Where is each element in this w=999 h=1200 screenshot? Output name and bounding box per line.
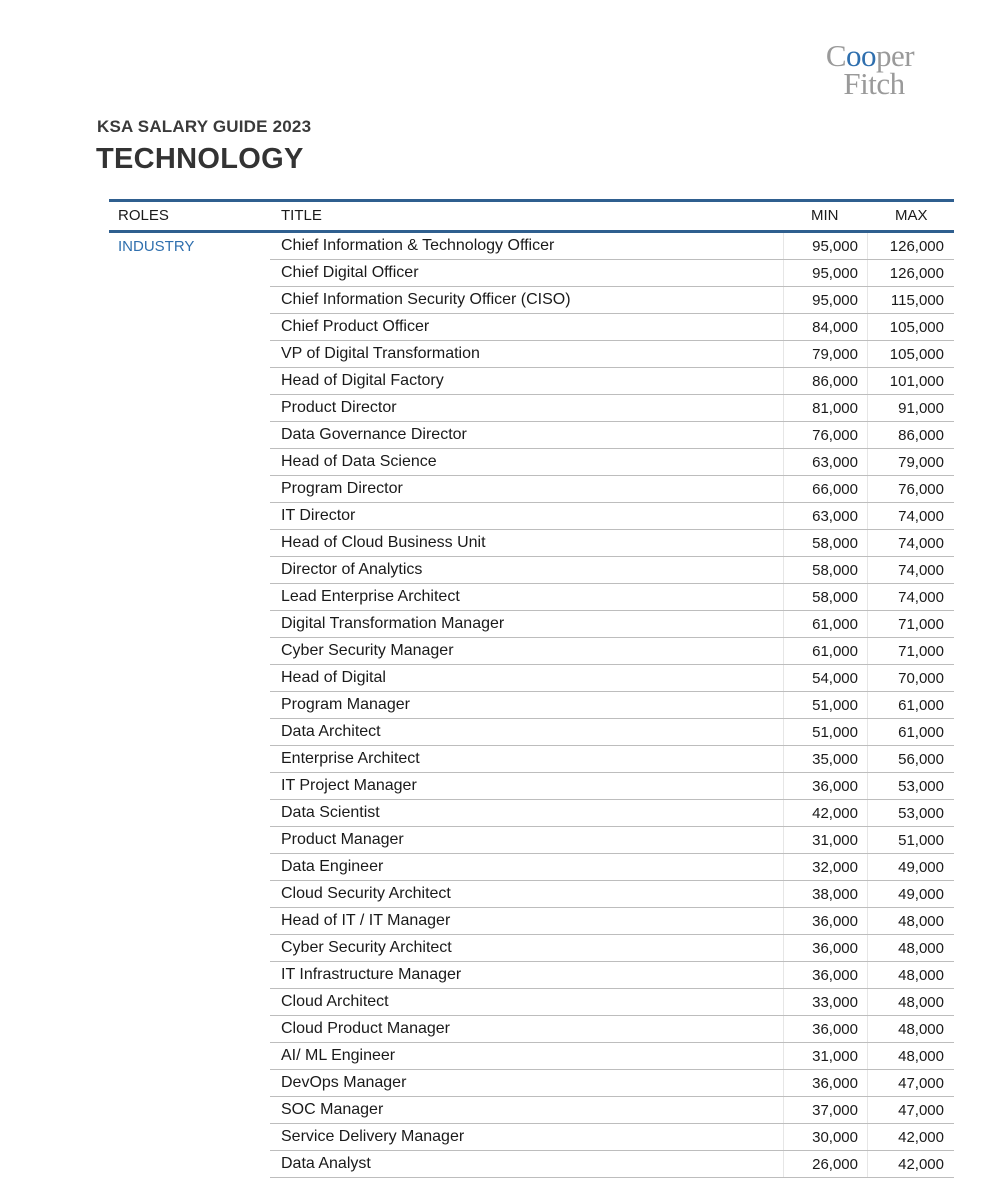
column-header-roles: ROLES (118, 207, 169, 224)
column-divider (867, 1151, 868, 1177)
cell-min-salary: 95,000 (812, 292, 858, 309)
cell-min-salary: 36,000 (812, 967, 858, 984)
column-divider (783, 962, 784, 988)
column-divider (783, 746, 784, 772)
column-divider (783, 260, 784, 286)
table-row (270, 422, 954, 449)
cell-min-salary: 86,000 (812, 373, 858, 390)
column-divider (783, 719, 784, 745)
table-row (270, 1097, 954, 1124)
cell-min-salary: 58,000 (812, 535, 858, 552)
table-row (270, 233, 954, 260)
cell-min-salary: 37,000 (812, 1102, 858, 1119)
cell-min-salary: 42,000 (812, 805, 858, 822)
cell-min-salary: 54,000 (812, 670, 858, 687)
table-row (270, 314, 954, 341)
cell-max-salary: 51,000 (898, 832, 944, 849)
table-row (270, 260, 954, 287)
column-divider (867, 287, 868, 313)
cell-max-salary: 49,000 (898, 886, 944, 903)
column-divider (783, 935, 784, 961)
cell-role-title: AI/ ML Engineer (281, 1047, 396, 1064)
cell-max-salary: 126,000 (889, 265, 944, 282)
cell-role-title: Cyber Security Manager (281, 642, 454, 659)
column-divider (867, 260, 868, 286)
table-row (270, 1070, 954, 1097)
column-divider (783, 638, 784, 664)
column-divider (783, 1016, 784, 1042)
column-divider (867, 719, 868, 745)
table-row (270, 1124, 954, 1151)
cell-min-salary: 36,000 (812, 778, 858, 795)
table-row (270, 692, 954, 719)
cell-min-salary: 81,000 (812, 400, 858, 417)
table-row (270, 530, 954, 557)
cell-role-title: Head of Data Science (281, 453, 437, 470)
column-divider (783, 989, 784, 1015)
cell-max-salary: 76,000 (898, 481, 944, 498)
cell-max-salary: 74,000 (898, 508, 944, 525)
column-divider (867, 638, 868, 664)
column-divider (783, 611, 784, 637)
table-row (270, 611, 954, 638)
cell-max-salary: 53,000 (898, 778, 944, 795)
cell-max-salary: 115,000 (890, 292, 944, 309)
cell-role-title: Program Manager (281, 696, 410, 713)
cell-max-salary: 70,000 (898, 670, 944, 687)
table-row (270, 989, 954, 1016)
cell-role-title: Chief Digital Officer (281, 264, 419, 281)
column-divider (783, 692, 784, 718)
cell-min-salary: 61,000 (812, 616, 858, 633)
cell-role-title: Head of IT / IT Manager (281, 912, 451, 929)
cell-max-salary: 74,000 (898, 535, 944, 552)
cell-max-salary: 48,000 (898, 967, 944, 984)
cell-max-salary: 56,000 (898, 751, 944, 768)
column-divider (867, 746, 868, 772)
cell-role-title: Service Delivery Manager (281, 1128, 465, 1145)
table-row (270, 773, 954, 800)
table-row (270, 1016, 954, 1043)
table-row (270, 557, 954, 584)
cell-max-salary: 49,000 (898, 859, 944, 876)
column-divider (867, 1070, 868, 1096)
category-label-industry: INDUSTRY (118, 238, 195, 255)
column-divider (783, 476, 784, 502)
cell-max-salary: 71,000 (898, 616, 944, 633)
column-divider (867, 692, 868, 718)
cell-role-title: Data Engineer (281, 858, 384, 875)
cell-max-salary: 42,000 (898, 1156, 944, 1173)
cell-role-title: Product Director (281, 399, 397, 416)
column-divider (783, 1043, 784, 1069)
cell-max-salary: 126,000 (889, 238, 944, 255)
cell-role-title: Cloud Security Architect (281, 885, 451, 902)
table-row (270, 746, 954, 773)
table-row (270, 341, 954, 368)
cell-max-salary: 61,000 (898, 724, 944, 741)
column-divider (867, 800, 868, 826)
table-row (270, 827, 954, 854)
cell-min-salary: 38,000 (812, 886, 858, 903)
column-divider (783, 503, 784, 529)
column-header-min: MIN (811, 207, 839, 224)
cell-role-title: Head of Cloud Business Unit (281, 534, 486, 551)
cell-role-title: Head of Digital (281, 669, 386, 686)
cell-min-salary: 58,000 (812, 589, 858, 606)
cell-role-title: Data Governance Director (281, 426, 467, 443)
column-divider (867, 935, 868, 961)
column-divider (867, 611, 868, 637)
column-divider (867, 665, 868, 691)
column-divider (867, 1016, 868, 1042)
guide-subtitle: KSA SALARY GUIDE 2023 (97, 117, 312, 136)
cell-role-title: IT Director (281, 507, 356, 524)
cell-min-salary: 36,000 (812, 913, 858, 930)
cell-min-salary: 95,000 (812, 265, 858, 282)
cell-min-salary: 66,000 (812, 481, 858, 498)
cell-role-title: SOC Manager (281, 1101, 384, 1118)
column-divider (783, 233, 784, 259)
column-divider (783, 584, 784, 610)
cell-role-title: Program Director (281, 480, 403, 497)
cell-min-salary: 84,000 (812, 319, 858, 336)
cell-max-salary: 42,000 (898, 1129, 944, 1146)
cell-max-salary: 86,000 (898, 427, 944, 444)
cell-max-salary: 53,000 (898, 805, 944, 822)
cell-min-salary: 58,000 (812, 562, 858, 579)
column-divider (867, 773, 868, 799)
column-divider (783, 368, 784, 394)
column-divider (783, 1124, 784, 1150)
cell-role-title: Lead Enterprise Architect (281, 588, 460, 605)
cell-min-salary: 36,000 (812, 1075, 858, 1092)
cell-min-salary: 36,000 (812, 940, 858, 957)
column-divider (867, 827, 868, 853)
logo-letters-per: per (876, 38, 915, 73)
column-divider (867, 1097, 868, 1123)
cell-max-salary: 74,000 (898, 562, 944, 579)
column-divider (783, 665, 784, 691)
cell-role-title: Data Architect (281, 723, 381, 740)
cell-role-title: Data Analyst (281, 1155, 371, 1172)
cell-role-title: IT Infrastructure Manager (281, 966, 462, 983)
column-divider (783, 908, 784, 934)
cell-max-salary: 48,000 (898, 1048, 944, 1065)
logo-line-2: Fitch (843, 66, 905, 101)
table-body (109, 233, 954, 1178)
cooper-fitch-logo (800, 38, 940, 101)
column-header-max: MAX (895, 207, 928, 224)
cell-min-salary: 63,000 (812, 508, 858, 525)
column-divider (867, 422, 868, 448)
logo-infinity-loop: oo (846, 38, 877, 73)
table-row (270, 881, 954, 908)
table-row (270, 503, 954, 530)
cell-min-salary: 31,000 (812, 832, 858, 849)
column-divider (783, 287, 784, 313)
column-divider (867, 584, 868, 610)
table-row (270, 287, 954, 314)
column-divider (783, 341, 784, 367)
column-divider (783, 827, 784, 853)
table-row (270, 800, 954, 827)
column-divider (783, 854, 784, 880)
column-divider (783, 557, 784, 583)
table-row (270, 1151, 954, 1178)
cell-min-salary: 51,000 (812, 697, 858, 714)
cell-max-salary: 71,000 (898, 643, 944, 660)
cell-min-salary: 79,000 (812, 346, 858, 363)
cell-role-title: Digital Transformation Manager (281, 615, 505, 632)
column-divider (783, 1070, 784, 1096)
cell-max-salary: 47,000 (898, 1075, 944, 1092)
column-divider (783, 314, 784, 340)
cell-max-salary: 61,000 (898, 697, 944, 714)
table-row (270, 476, 954, 503)
cell-min-salary: 36,000 (812, 1021, 858, 1038)
table-header (109, 199, 954, 233)
cell-min-salary: 31,000 (812, 1048, 858, 1065)
cell-min-salary: 33,000 (812, 994, 858, 1011)
cell-role-title: Cloud Product Manager (281, 1020, 450, 1037)
cell-role-title: Chief Information Security Officer (CISO) (281, 291, 571, 308)
table-row (270, 719, 954, 746)
column-divider (783, 773, 784, 799)
cell-min-salary: 35,000 (812, 751, 858, 768)
table-row (270, 1043, 954, 1070)
logo-letter-c: C (825, 38, 847, 73)
column-divider (867, 314, 868, 340)
table-row (270, 665, 954, 692)
table-row (270, 935, 954, 962)
cell-role-title: Product Manager (281, 831, 404, 848)
column-divider (783, 881, 784, 907)
cell-max-salary: 105,000 (889, 319, 944, 336)
cell-max-salary: 101,000 (889, 373, 944, 390)
salary-table (109, 199, 954, 1178)
column-divider (783, 395, 784, 421)
cell-max-salary: 48,000 (898, 940, 944, 957)
column-divider (783, 530, 784, 556)
table-row (270, 638, 954, 665)
cell-role-title: Chief Product Officer (281, 318, 430, 335)
column-divider (867, 854, 868, 880)
cell-max-salary: 91,000 (898, 400, 944, 417)
table-row (270, 908, 954, 935)
cell-max-salary: 48,000 (898, 913, 944, 930)
column-divider (867, 449, 868, 475)
cell-min-salary: 26,000 (812, 1156, 858, 1173)
column-divider (867, 881, 868, 907)
column-divider (867, 233, 868, 259)
cell-role-title: Head of Digital Factory (281, 372, 444, 389)
cell-role-title: Enterprise Architect (281, 750, 420, 767)
cell-min-salary: 30,000 (812, 1129, 858, 1146)
cell-min-salary: 95,000 (812, 238, 858, 255)
cell-role-title: Data Scientist (281, 804, 380, 821)
cell-role-title: IT Project Manager (281, 777, 417, 794)
cell-max-salary: 79,000 (898, 454, 944, 471)
cell-min-salary: 63,000 (812, 454, 858, 471)
cell-max-salary: 74,000 (898, 589, 944, 606)
cell-role-title: Director of Analytics (281, 561, 423, 578)
cell-role-title: Chief Information & Technology Officer (281, 237, 555, 254)
column-divider (783, 449, 784, 475)
cell-max-salary: 48,000 (898, 1021, 944, 1038)
column-divider (867, 368, 868, 394)
column-divider (867, 1043, 868, 1069)
column-divider (867, 395, 868, 421)
column-divider (867, 503, 868, 529)
cell-role-title: DevOps Manager (281, 1074, 407, 1091)
table-row (270, 395, 954, 422)
table-row (270, 962, 954, 989)
cell-min-salary: 51,000 (812, 724, 858, 741)
cell-min-salary: 32,000 (812, 859, 858, 876)
cell-max-salary: 105,000 (889, 346, 944, 363)
cell-max-salary: 47,000 (898, 1102, 944, 1119)
column-divider (867, 476, 868, 502)
column-divider (867, 341, 868, 367)
column-header-title: TITLE (281, 207, 322, 224)
column-divider (867, 989, 868, 1015)
cell-max-salary: 48,000 (898, 994, 944, 1011)
table-row (270, 584, 954, 611)
column-divider (783, 1151, 784, 1177)
page-title: TECHNOLOGY (96, 143, 304, 175)
column-divider (783, 422, 784, 448)
column-divider (783, 1097, 784, 1123)
cell-role-title: Cyber Security Architect (281, 939, 452, 956)
table-row (270, 449, 954, 476)
column-divider (783, 800, 784, 826)
column-divider (867, 962, 868, 988)
column-divider (867, 1124, 868, 1150)
cell-role-title: Cloud Architect (281, 993, 389, 1010)
table-row (270, 368, 954, 395)
table-row (270, 854, 954, 881)
column-divider (867, 557, 868, 583)
cell-min-salary: 76,000 (812, 427, 858, 444)
column-divider (867, 530, 868, 556)
cell-role-title: VP of Digital Transformation (281, 345, 480, 362)
cell-min-salary: 61,000 (812, 643, 858, 660)
column-divider (867, 908, 868, 934)
